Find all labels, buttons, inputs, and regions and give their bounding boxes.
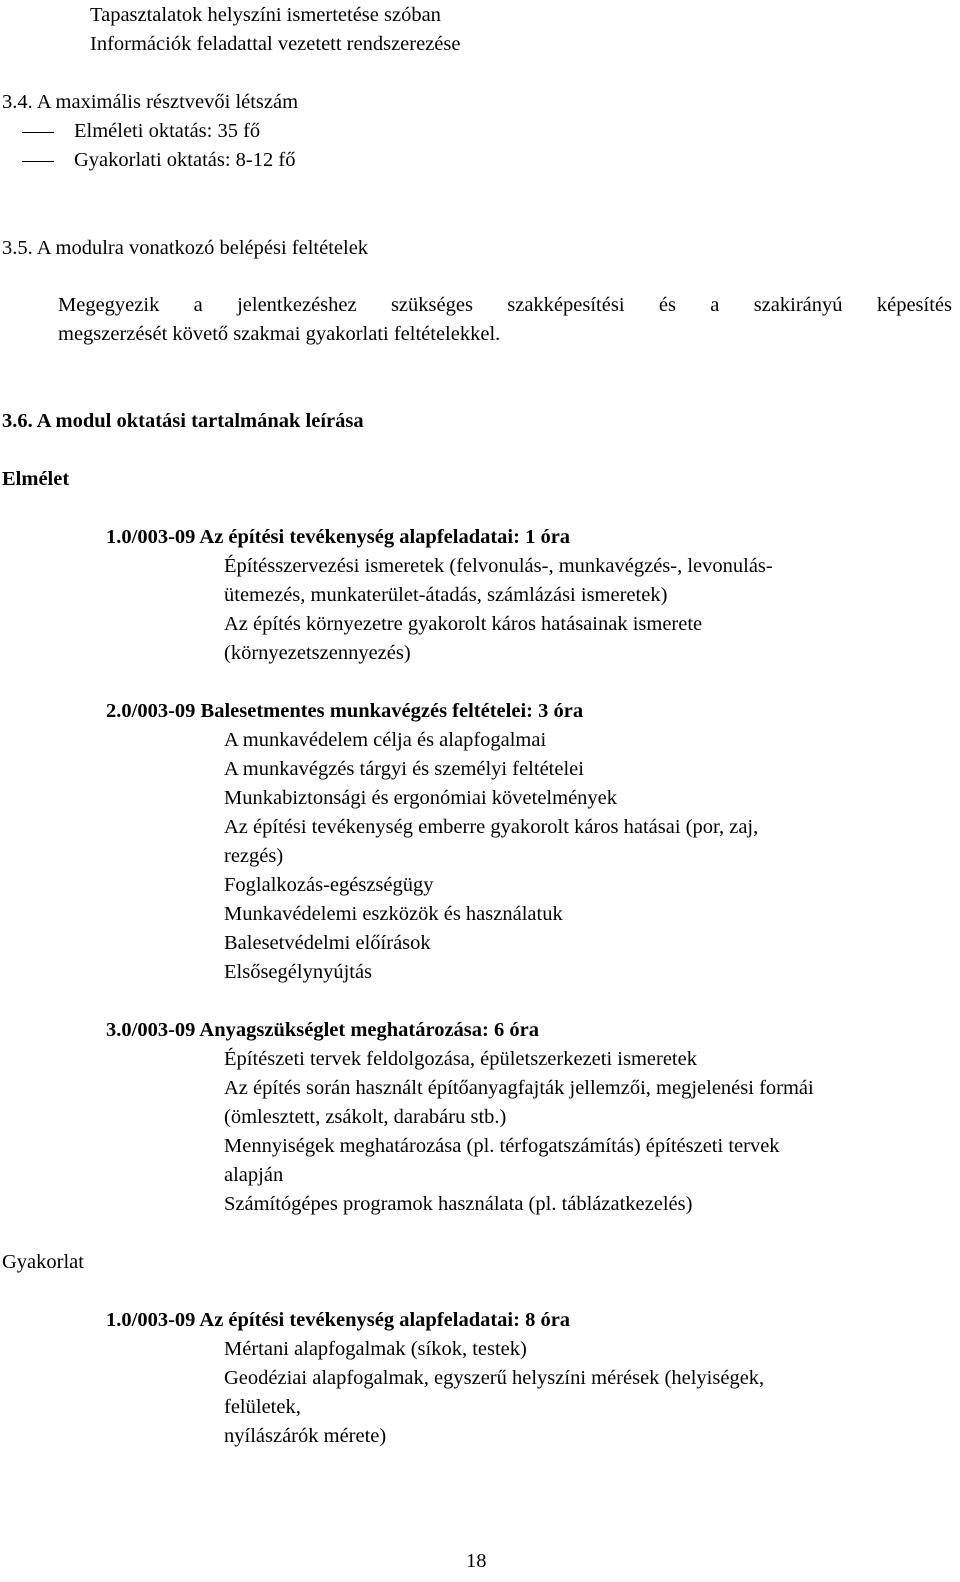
elmelet-block-1-line: ütemezés, munkaterület-átadás, számlázási ismeretek) <box>224 584 668 606</box>
elmelet-block-2-line: rezgés) <box>224 845 284 867</box>
section-3-4-heading: 3.4. A maximális résztvevői létszám <box>2 91 299 113</box>
block-title-text: Az építési tevékenység alapfeladatai: 8 óra <box>199 1309 571 1331</box>
elmelet-block-2-line: Munkabiztonsági és ergonómiai követelmények <box>224 787 618 809</box>
intro-line-2: Információk feladattal vezetett rendszerezése <box>90 33 461 55</box>
elmelet-block-3-line: Mennyiségek meghatározása (pl. térfogatszámítás) építészeti tervek <box>224 1135 780 1157</box>
gyakorlat-block-1-line: Mértani alapfogalmak (síkok, testek) <box>224 1338 527 1360</box>
elmelet-block-1-line: Az építés környezetre gyakorolt káros hatásainak ismerete <box>224 613 703 635</box>
elmelet-block-2-line: Munkavédelemi eszközök és használatuk <box>224 903 563 925</box>
elmelet-block-1-line: Építésszervezési ismeretek (felvonulás-, munkavégzés-, levonulás- <box>224 555 773 577</box>
block-number: 1.0/003-09 <box>106 526 196 548</box>
elmelet-block-2-title <box>106 698 583 724</box>
gyakorlat-block-1-line: felületek, <box>224 1396 301 1418</box>
s35-paragraph-line-2: megszerzését követő szakmai gyakorlati feltételekkel. <box>58 323 501 345</box>
elmelet-block-1-line: (környezetszennyezés) <box>224 642 411 664</box>
elmelet-label: Elmélet <box>2 468 70 490</box>
elmelet-block-3-line: Számítógépes programok használata (pl. táblázatkezelés) <box>224 1193 693 1215</box>
elmelet-block-2-line: Balesetvédelmi előírások <box>224 932 431 954</box>
elmelet-block-3-line: Az építés során használt építőanyagfajták jellemzői, megjelenési formái <box>224 1077 814 1099</box>
gyakorlat-block-1-line: Geodéziai alapfogalmak, egyszerű helyszíni mérések (helyiségek, <box>224 1367 765 1389</box>
bullet-dash-icon <box>22 132 54 133</box>
block-title-text: Az építési tevékenység alapfeladatai: 1 óra <box>199 526 571 548</box>
block-number: 1.0/003-09 <box>106 1309 196 1331</box>
gyakorlat-block-1-line: nyílászárók mérete) <box>224 1425 387 1447</box>
gyakorlat-block-1-title <box>106 1307 570 1333</box>
s35-paragraph-line-1: Megegyezik a jelentkezéshez szükséges szakképesítési és a szakirányú képesítés <box>58 294 952 316</box>
page-number: 18 <box>466 1550 487 1572</box>
elmelet-block-2-line: A munkavédelem célja és alapfogalmai <box>224 729 547 751</box>
intro-line-1: Tapasztalatok helyszíni ismertetése szóban <box>90 4 441 26</box>
block-title-text: Anyagszükséglet meghatározása: 6 óra <box>199 1019 539 1041</box>
block-title-text: Balesetmentes munkavégzés feltételei: 3 óra <box>200 700 584 722</box>
section-3-5-heading: 3.5. A modulra vonatkozó belépési feltételek <box>2 237 369 259</box>
bullet-dash-icon <box>22 161 54 162</box>
elmelet-block-2-line: Foglalkozás-egészségügy <box>224 874 434 896</box>
elmelet-block-3-line: alapján <box>224 1164 284 1186</box>
elmelet-block-3-line: Építészeti tervek feldolgozása, épületszerkezeti ismeretek <box>224 1048 697 1070</box>
elmelet-block-2-line: Az építési tevékenység emberre gyakorolt káros hatásai (por, zaj, <box>224 816 759 838</box>
s34-item-1: Elméleti oktatás: 35 fő <box>74 120 261 142</box>
s34-item-2: Gyakorlati oktatás: 8-12 fő <box>74 149 296 171</box>
elmelet-block-2-line: A munkavégzés tárgyi és személyi feltételei <box>224 758 584 780</box>
elmelet-block-2-line: Elsősegélynyújtás <box>224 961 373 983</box>
section-3-6-heading: 3.6. A modul oktatási tartalmának leírása <box>2 410 364 432</box>
elmelet-block-1-title <box>106 524 570 550</box>
block-number: 3.0/003-09 <box>106 1019 196 1041</box>
elmelet-block-3-title <box>106 1017 539 1043</box>
gyakorlat-label: Gyakorlat <box>2 1251 84 1273</box>
block-number: 2.0/003-09 <box>106 700 196 722</box>
elmelet-block-3-line: (ömlesztett, zsákolt, darabáru stb.) <box>224 1106 507 1128</box>
